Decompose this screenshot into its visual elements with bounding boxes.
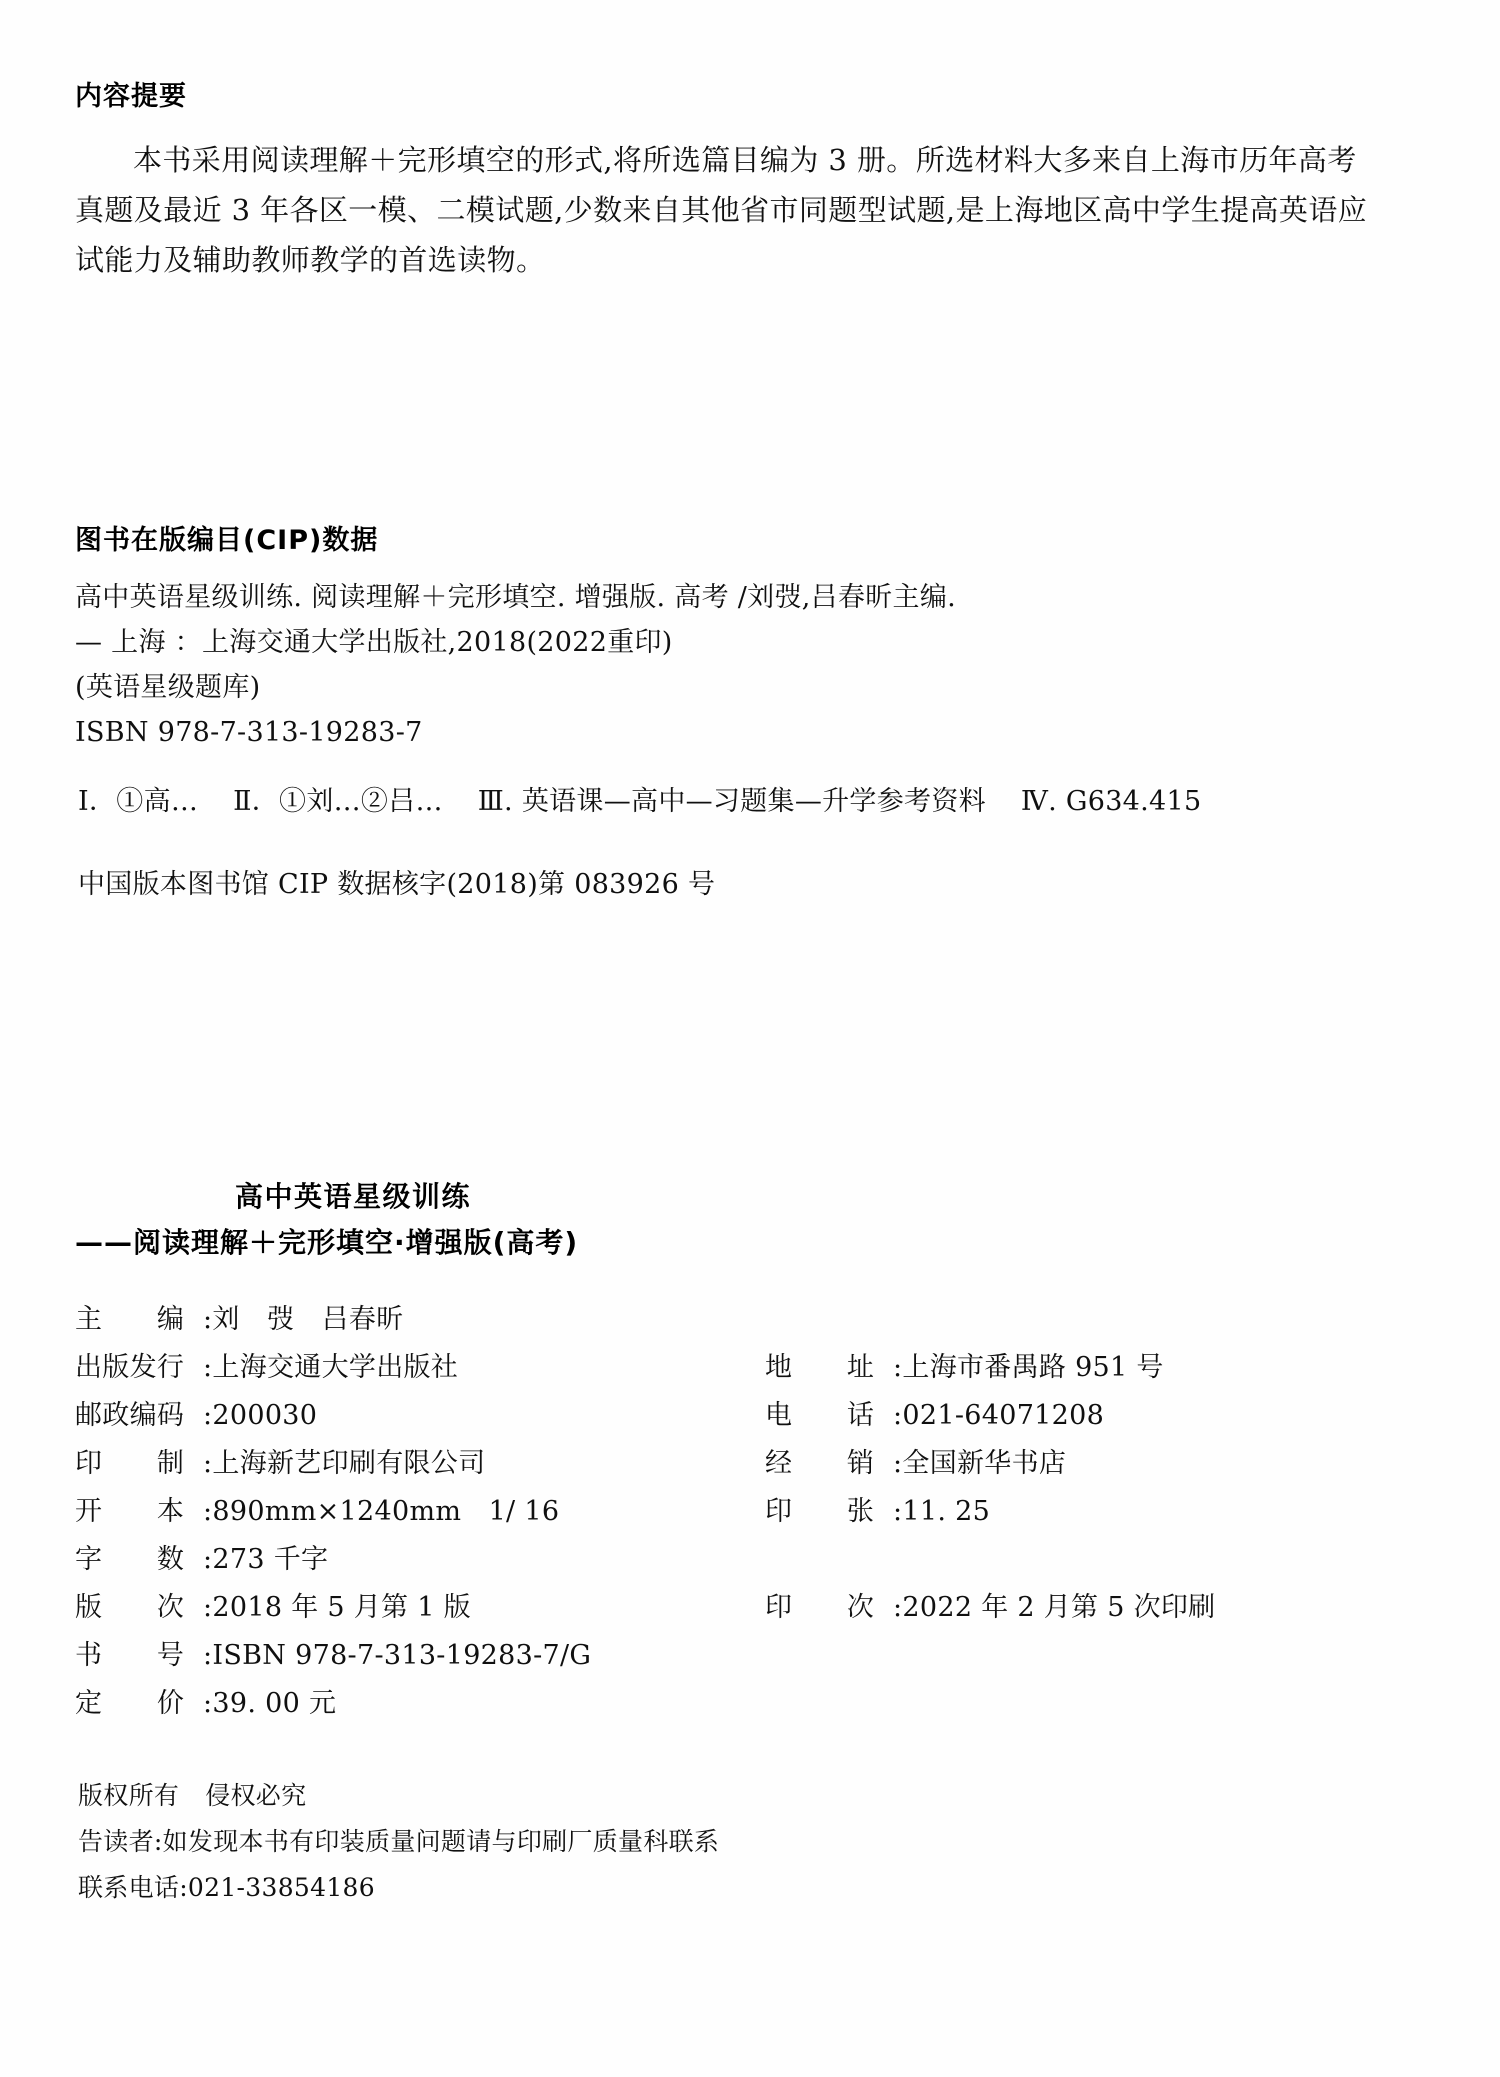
cip-class-part-4: Ⅳ. G634.415 bbox=[1020, 786, 1202, 817]
imprint-label: 出版发行 bbox=[75, 1352, 185, 1383]
imprint-row bbox=[75, 1634, 1405, 1682]
imprint-label: 印 制 bbox=[75, 1448, 185, 1479]
colophon-title-sub: ——阅读理解＋完形填空·增强版(高考) bbox=[75, 1226, 579, 1259]
imprint-row bbox=[75, 1682, 1405, 1730]
imprint-row bbox=[75, 1586, 1405, 1634]
imprint-value: :2018 年 5 月第 1 版 bbox=[203, 1592, 471, 1623]
cip-class-part-1: Ⅰ．①高… bbox=[78, 786, 199, 817]
imprint-entry-chief-editor bbox=[75, 1298, 404, 1342]
cip-class-part-2: Ⅱ．①刘…②吕… bbox=[233, 786, 443, 817]
imprint-entry-format bbox=[75, 1490, 559, 1534]
copyright-reserved-text: 版权所有 bbox=[78, 1781, 180, 1810]
imprint-label: 书 号 bbox=[75, 1640, 185, 1671]
imprint-label: 版 次 bbox=[75, 1592, 185, 1623]
imprint-row bbox=[75, 1346, 1405, 1394]
imprint-value: :刘 弢 吕春昕 bbox=[203, 1304, 404, 1335]
cip-publisher-line: — 上海 ：上海交通大学出版社,2018(2022重印) bbox=[75, 627, 673, 658]
copyright-notice bbox=[78, 1773, 719, 1819]
imprint-entry-printing bbox=[765, 1586, 1215, 1630]
abstract-line: 试能力及辅助教师教学的首选读物。 bbox=[75, 243, 546, 277]
imprint-value: :11. 25 bbox=[893, 1496, 991, 1527]
imprint-value: :273 千字 bbox=[203, 1544, 329, 1575]
cip-record-line: 中国版本图书馆 CIP 数据核字(2018)第 083926 号 bbox=[78, 869, 716, 900]
cip-classification-line bbox=[78, 779, 1227, 818]
abstract-section bbox=[75, 74, 1405, 285]
contact-phone: 联系电话:021-33854186 bbox=[78, 1873, 375, 1902]
imprint-label: 开 本 bbox=[75, 1496, 185, 1527]
imprint-value: :890mm×1240mm 1/ 16 bbox=[203, 1496, 560, 1527]
imprint-label: 地 址 bbox=[765, 1352, 875, 1383]
imprint-entry-distributor bbox=[765, 1442, 1066, 1486]
imprint-label: 定 价 bbox=[75, 1688, 185, 1719]
abstract-line: 本书采用阅读理解＋完形填空的形式,将所选篇目编为 3 册。所选材料大多来自上海市历年高考 bbox=[133, 143, 1357, 177]
imprint-value: :全国新华书店 bbox=[893, 1448, 1067, 1479]
imprint-label: 印 次 bbox=[765, 1592, 875, 1623]
imprint-row bbox=[75, 1442, 1405, 1490]
reader-notice: 告读者:如发现本书有印装质量问题请与印刷厂质量科联系 bbox=[78, 1827, 720, 1856]
infringement-notice-text: 侵权必究 bbox=[205, 1781, 307, 1810]
cip-isbn-line: ISBN 978-7-313-19283-7 bbox=[75, 717, 423, 748]
cip-series-line: (英语星级题库) bbox=[75, 672, 261, 703]
imprint-value: :上海新艺印刷有限公司 bbox=[203, 1448, 486, 1479]
cip-heading: 图书在版编目(CIP)数据 bbox=[75, 525, 379, 556]
footer-notice-section bbox=[78, 1773, 719, 1911]
imprint-entry-price bbox=[75, 1682, 336, 1726]
colophon-title-section bbox=[75, 1175, 1075, 1267]
imprint-entry-edition bbox=[75, 1586, 471, 1630]
imprint-label: 印 张 bbox=[765, 1496, 875, 1527]
imprint-label: 经 销 bbox=[765, 1448, 875, 1479]
imprint-entry-sheets bbox=[765, 1490, 990, 1534]
imprint-value: :ISBN 978-7-313-19283-7/G bbox=[203, 1640, 592, 1671]
imprint-value: :2022 年 2 月第 5 次印刷 bbox=[893, 1592, 1216, 1623]
cip-section bbox=[75, 518, 1405, 755]
imprint-label: 主 编 bbox=[75, 1304, 185, 1335]
imprint-value: :上海交通大学出版社 bbox=[203, 1352, 459, 1383]
abstract-heading: 内容提要 bbox=[75, 81, 187, 112]
imprint-value: :上海市番禺路 951 号 bbox=[893, 1352, 1164, 1383]
cip-title-line: 高中英语星级训练. 阅读理解＋完形填空. 增强版. 高考 /刘弢,吕春昕主编. bbox=[75, 582, 957, 613]
imprint-entry-printer bbox=[75, 1442, 485, 1486]
imprint-entry-postcode bbox=[75, 1394, 317, 1438]
imprint-row bbox=[75, 1298, 1405, 1346]
imprint-section bbox=[75, 1298, 1405, 1730]
imprint-entry-phone bbox=[765, 1394, 1104, 1438]
imprint-label: 字 数 bbox=[75, 1544, 185, 1575]
imprint-entry-address bbox=[765, 1346, 1164, 1390]
imprint-label: 电 话 bbox=[765, 1400, 875, 1431]
abstract-line: 真题及最近 3 年各区一模、二模试题,少数来自其他省市同题型试题,是上海地区高中学生提高英语应 bbox=[75, 193, 1368, 227]
cip-class-part-3: Ⅲ. 英语课—高中—习题集—升学参考资料 bbox=[477, 786, 986, 817]
imprint-row bbox=[75, 1490, 1405, 1538]
imprint-entry-book-number bbox=[75, 1634, 591, 1678]
imprint-value: :39. 00 元 bbox=[203, 1688, 337, 1719]
imprint-label: 邮政编码 bbox=[75, 1400, 185, 1431]
imprint-entry-publisher bbox=[75, 1346, 458, 1390]
imprint-entry-wordcount bbox=[75, 1538, 328, 1582]
imprint-row bbox=[75, 1538, 1405, 1586]
imprint-row bbox=[75, 1394, 1405, 1442]
imprint-value: :200030 bbox=[203, 1400, 318, 1431]
colophon-title-main: 高中英语星级训练 bbox=[235, 1180, 472, 1213]
imprint-value: :021-64071208 bbox=[893, 1400, 1105, 1431]
